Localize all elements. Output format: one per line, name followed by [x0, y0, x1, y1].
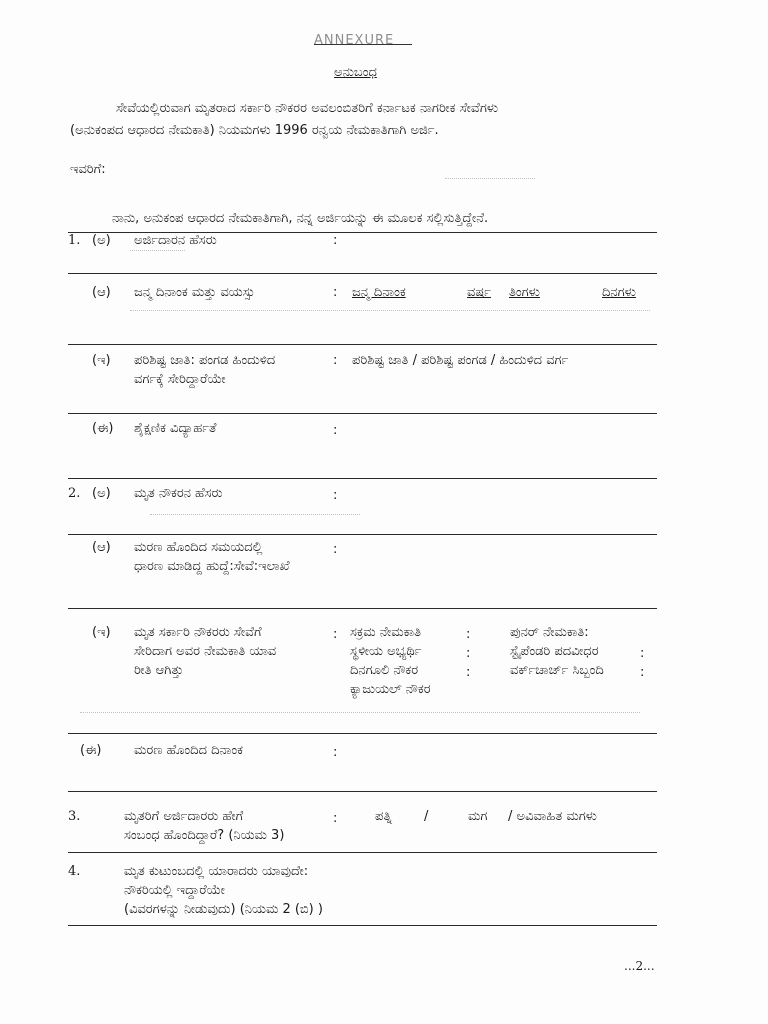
caste-label-line-1: ಪರಿಶಿಷ್ಟ ಜಾತಿ: ಪಂಗಡ ಹಿಂದುಳಿದ: [134, 353, 276, 368]
colon: :: [333, 811, 338, 826]
section-1-number: 1.: [68, 233, 81, 248]
faint-mark: [150, 514, 360, 525]
colon: :: [466, 627, 471, 642]
caste-options: ಪರಿಶಿಷ್ಟ ಜಾತಿ / ಪರಿಶಿಷ್ಟ ಪಂಗಡ / ಹಿಂದುಳಿದ ವರ್ಗ: [352, 353, 569, 368]
post-held-label-line-2: ಧಾರಣ ಮಾಡಿದ್ದ ಹುದ್ದೆ:ಸೇವೆ:ಇಲಾಖೆ: [134, 559, 290, 574]
item-1a-mark: (ಅ): [92, 233, 111, 248]
divider: [68, 273, 657, 274]
years-field-label: ವರ್ಷ: [467, 285, 491, 300]
post-held-label-line-1: ಮರಣ ಹೊಂದಿದ ಸಮಯದಲ್ಲಿ: [134, 540, 263, 555]
applicant-name-label: ಅರ್ಜಿದಾರನ ಹೆಸರು: [134, 233, 217, 248]
divider: [68, 852, 657, 853]
divider: [68, 478, 657, 479]
appointment-type-label-line-1: ಮೃತ ಸರ್ಕಾರಿ ನೌಕರರು ಸೇವೆಗೆ: [134, 625, 262, 640]
section-3-number: 3.: [68, 809, 81, 824]
option-wife: ಪತ್ನಿ: [375, 809, 392, 824]
colon: :: [333, 233, 338, 248]
colon: :: [333, 285, 338, 300]
option-reappointment: ಪುನರ್ ನೇಮಕಾತಿ:: [510, 625, 589, 640]
section-4-number: 4.: [68, 864, 81, 879]
colon: :: [466, 646, 471, 661]
divider: [68, 733, 657, 734]
item-2d-mark: (ಈ): [80, 743, 102, 758]
education-label: ಶೈಕ್ಷಣಿಕ ವಿದ್ಯಾರ್ಹತೆ: [134, 421, 217, 436]
death-date-label: ಮರಣ ಹೊಂದಿದ ದಿನಾಂಕ: [134, 743, 243, 758]
request-statement: ನಾನು, ಅನುಕಂಪ ಆಧಾರದ ನೇಮಕಾತಿಗಾಗಿ, ನನ್ನ ಅರ್ಜಿಯನ್ನು ಈ ಮೂಲಕ ಸಲ್ಲಿಸುತ್ತಿದ್ದೇನೆ.: [112, 211, 489, 226]
colon: :: [333, 627, 338, 642]
option-casual: ಕ್ಯಾಜುಯಲ್ ನೌಕರ: [350, 682, 431, 697]
colon: :: [640, 646, 645, 661]
item-1b-mark: (ಆ): [92, 285, 111, 300]
page-title: ಅನುಬಂಧ: [334, 65, 377, 80]
appointment-type-label-line-2: ಸೇರಿದಾಗ ಅವರ ನೇಮಕಾತಿ ಯಾವ: [134, 644, 277, 659]
dob-field-label: ಜನ್ಮ ದಿನಾಂಕ: [352, 285, 406, 300]
faint-mark: [130, 310, 650, 321]
dob-age-label: ಜನ್ಮ ದಿನಾಂಕ ಮತ್ತು ವಯಸ್ಸು: [134, 285, 255, 300]
item-2a-mark: (ಅ): [92, 486, 111, 501]
faint-mark: [130, 250, 185, 261]
page-continuation: ...2...: [624, 959, 655, 973]
colon: :: [333, 745, 338, 760]
section-2-number: 2.: [68, 486, 81, 501]
relationship-label-line-1: ಮೃತರಿಗೆ ಅರ್ಜಿದಾರರು ಹೇಗೆ: [124, 809, 244, 824]
item-1c-mark: (ಇ): [92, 353, 111, 368]
option-regular-appointment: ಸಕ್ರಮ ನೇಮಕಾತಿ: [350, 625, 421, 640]
option-son: ಮಗ: [468, 809, 488, 824]
option-daily-wage: ದಿನಗೂಲಿ ನೌಕರ: [350, 663, 419, 678]
family-employment-label-line-1: ಮೃತ ಕುಟುಂಬದಲ್ಲಿ ಯಾರಾದರು ಯಾವುದೇ:: [124, 864, 309, 879]
appointment-type-label-line-3: ರೀತಿ ಆಗಿತ್ತು: [134, 663, 184, 678]
days-field-label: ದಿನಗಳು: [602, 285, 636, 300]
family-employment-label-line-2: ನೌಕರಿಯಲ್ಲಿ ಇದ್ದಾರೆಯೇ: [124, 883, 225, 898]
faint-mark: [80, 712, 640, 723]
colon: :: [333, 488, 338, 503]
addressee-label: ಇವರಿಗೆ:: [70, 162, 106, 177]
caste-label-line-2: ವರ್ಗಕ್ಕೆ ಸೇರಿದ್ದಾರೆಯೇ: [134, 372, 226, 387]
divider: [68, 344, 657, 345]
divider: [68, 791, 657, 792]
item-1d-mark: (ಈ): [92, 421, 114, 436]
option-stipendiary-graduate: ಸ್ಟೈಪೆಂಡರಿ ಪದವೀಧರ: [510, 644, 599, 659]
colon: :: [466, 665, 471, 680]
relationship-label-line-2: ಸಂಬಂಧ ಹೊಂದಿದ್ದಾರೆ? (ನಿಯಮ 3): [124, 828, 285, 843]
item-2b-mark: (ಆ): [92, 540, 111, 555]
separator: /: [424, 809, 429, 824]
divider: [68, 608, 657, 609]
option-work-charged: ವರ್ಕ್‌ಚಾರ್ಜ್ ಸಿಬ್ಬಂದಿ: [510, 663, 604, 678]
annexure-heading: [314, 30, 412, 45]
divider: [68, 534, 657, 535]
item-2c-mark: (ಇ): [92, 625, 111, 640]
family-employment-label-line-3: (ವಿವರಗಳನ್ನು ನೀಡುವುದು) (ನಿಯಮ 2 (ಬಿ) ): [124, 902, 323, 917]
faint-mark: [445, 178, 535, 189]
divider: [68, 413, 657, 414]
annexure-heading-text: ANNEXURE: [314, 33, 395, 45]
intro-line-1: ಸೇವೆಯಲ್ಲಿರುವಾಗ ಮೃತರಾದ ಸರ್ಕಾರಿ ನೌಕರರ ಅವಲಂಬಿತರಿಗೆ ಕರ್ನಾಟಕ ನಾಗರೀಕ ಸೇವೆಗಳು: [116, 101, 499, 116]
months-field-label: ತಿಂಗಳು: [509, 285, 540, 300]
colon: :: [640, 665, 645, 680]
deceased-name-label: ಮೃತ ನೌಕರನ ಹೆಸರು: [134, 486, 223, 501]
option-local-candidate: ಸ್ಥಳೀಯ ಅಭ್ಯರ್ಥಿ: [350, 644, 422, 659]
colon: :: [333, 353, 338, 368]
colon: :: [333, 542, 338, 557]
divider: [68, 925, 657, 926]
intro-line-2: (ಅನುಕಂಪದ ಆಧಾರದ ನೇಮಕಾತಿ) ನಿಯಮಗಳು 1996 ರನ್ವಯ ನೇಮಕಾತಿಗಾಗಿ ಅರ್ಜಿ.: [70, 123, 439, 138]
option-unmarried-daughter: / ಅವಿವಾಹಿತ ಮಗಳು: [508, 809, 597, 824]
colon: :: [333, 423, 338, 438]
